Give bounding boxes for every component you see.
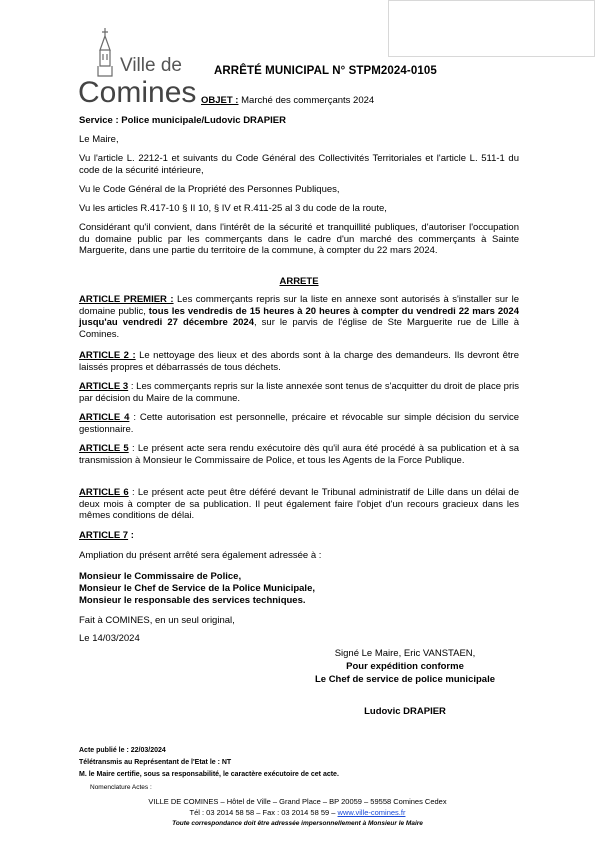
vu-article-3: Vu les articles R.417-10 § II 10, § IV et R.411-25 al 3 du code de la route,: [79, 203, 387, 214]
objet-label: OBJET :: [201, 95, 239, 106]
ampliation-intro: Ampliation du présent arrêté sera également adressée à :: [79, 550, 322, 561]
signature-name: Ludovic DRAPIER: [364, 706, 446, 717]
article-1-text: Les commerçants repris sur la liste en annexe sont autorisés à s'installer sur le domaine public,: [79, 294, 520, 317]
article-2: [79, 350, 519, 373]
footer-tel-fax: Tél : 03 2014 58 58 – Fax : 03 2014 58 59 –: [189, 808, 338, 817]
recipient-2: Monsieur le Chef de Service de la Police Municipale,: [79, 583, 315, 594]
church-spire-icon: [98, 28, 112, 76]
arrete-heading: ARRETE: [279, 276, 319, 287]
article-1-dates: tous les vendredis de 15 heures à 20 heures à compter du vendredi 22 mars 2024 jusqu'au vendredi 27 décembre 2024: [79, 305, 519, 328]
article-6-label: ARTICLE 6: [79, 487, 129, 498]
objet-text: Marché des commerçants 2024: [238, 95, 375, 106]
le-maire: Le Maire,: [79, 134, 119, 145]
article-6-text: : Le présent acte peut être déféré devant le Tribunal administratif de Lille dans un délai de deux mois à compter de sa publication. Il peut également faire l'objet d'un recours gracieux dans les mêmes conditions de délai.: [79, 487, 519, 521]
service-line: Service : Police municipale/Ludovic DRAPIER: [79, 115, 286, 126]
document-title: ARRÊTÉ MUNICIPAL N° STPM2024-0105: [214, 65, 437, 77]
acte-publie: Acte publié le : 22/03/2024: [79, 747, 166, 754]
date-line: Le 14/03/2024: [79, 633, 140, 644]
article-4: [79, 412, 519, 435]
fait-a: Fait à COMINES, en un seul original,: [79, 615, 235, 626]
signature-line-2: Pour expédition conforme: [346, 661, 464, 672]
teletransmis: Télétransmis au Représentant de l'Etat le : NT: [79, 759, 232, 766]
article-7-label: ARTICLE 7: [79, 530, 129, 541]
objet-line: [201, 95, 374, 106]
article-7-text: :: [128, 530, 134, 541]
article-1: [79, 294, 519, 340]
footer-contact: [0, 808, 595, 818]
article-3-label: ARTICLE 3: [79, 381, 129, 392]
article-7: [79, 530, 519, 542]
recipient-3: Monsieur le responsable des services techniques.: [79, 595, 306, 606]
footer-correspondance: Toute correspondance doit être adressée impersonnellement à Monsieur le Maire: [172, 820, 423, 827]
article-5-label: ARTICLE 5: [79, 443, 129, 454]
article-2-label: ARTICLE 2 :: [79, 350, 136, 361]
signature-line-1: Signé Le Maire, Eric VANSTAEN,: [334, 648, 476, 659]
article-5-text: : Le présent acte sera rendu exécutoire dès qu'il aura été procédé à sa publication et à sa transmission à Monsieur le Commissaire de Police, et tous les Agents de la Force Publique.: [79, 443, 519, 466]
footer-address: VILLE DE COMINES – Hôtel de Ville – Grand Place – BP 20059 – 59558 Comines Cedex: [148, 797, 447, 806]
article-1-text-end: , sur le parvis de l'église de Ste Marguerite rue de Lille à Comines.: [79, 317, 519, 340]
article-3-text: : Les commerçants repris sur la liste annexée sont tenus de s'acquitter du droit de place pris par décision du Maire de la commune.: [79, 381, 519, 404]
logo-text-comines: Comines: [78, 76, 197, 109]
vu-article-2: Vu le Code Général de la Propriété des Personnes Publiques,: [79, 184, 340, 195]
article-6: [79, 487, 519, 522]
article-2-text: Le nettoyage des lieux et des abords sont à la charge des demandeurs. Ils devront être laissés propres et débarrassés de tous déchets.: [79, 350, 519, 373]
recipient-1: Monsieur le Commissaire de Police,: [79, 571, 242, 582]
article-4-label: ARTICLE 4: [79, 412, 130, 423]
logo-text-ville: Ville de: [120, 55, 182, 76]
vu-article-1: Vu l'article L. 2212-1 et suivants du Code Général des Collectivités Territoriales et l'article L. 511-1 du code de la sécurité intérieure,: [79, 153, 519, 176]
nomenclature-actes: Nomenclature Actes :: [90, 784, 152, 791]
certifie: M. le Maire certifie, sous sa responsabilité, le caractère exécutoire de cet acte.: [79, 771, 339, 778]
article-1-label: ARTICLE PREMIER :: [79, 294, 174, 305]
considerant: Considérant qu'il convient, dans l'intérêt de la sécurité et tranquillité publiques, d'autoriser l'occupation du domaine public par les commerçants dans le cadre d'un marché des commerçants à Sainte Marguerite, dans une partie du territoire de la commune, à compter du 22 mars 2024.: [79, 222, 519, 256]
stamp-box: [388, 0, 595, 57]
article-5: [79, 443, 519, 466]
article-4-text: : Cette autorisation est personnelle, précaire et révocable sur simple décision du service gestionnaire.: [79, 412, 519, 435]
signature-line-3: Le Chef de service de police municipale: [314, 674, 496, 685]
website-link[interactable]: www.ville-comines.fr: [337, 808, 406, 817]
article-3: [79, 381, 519, 404]
